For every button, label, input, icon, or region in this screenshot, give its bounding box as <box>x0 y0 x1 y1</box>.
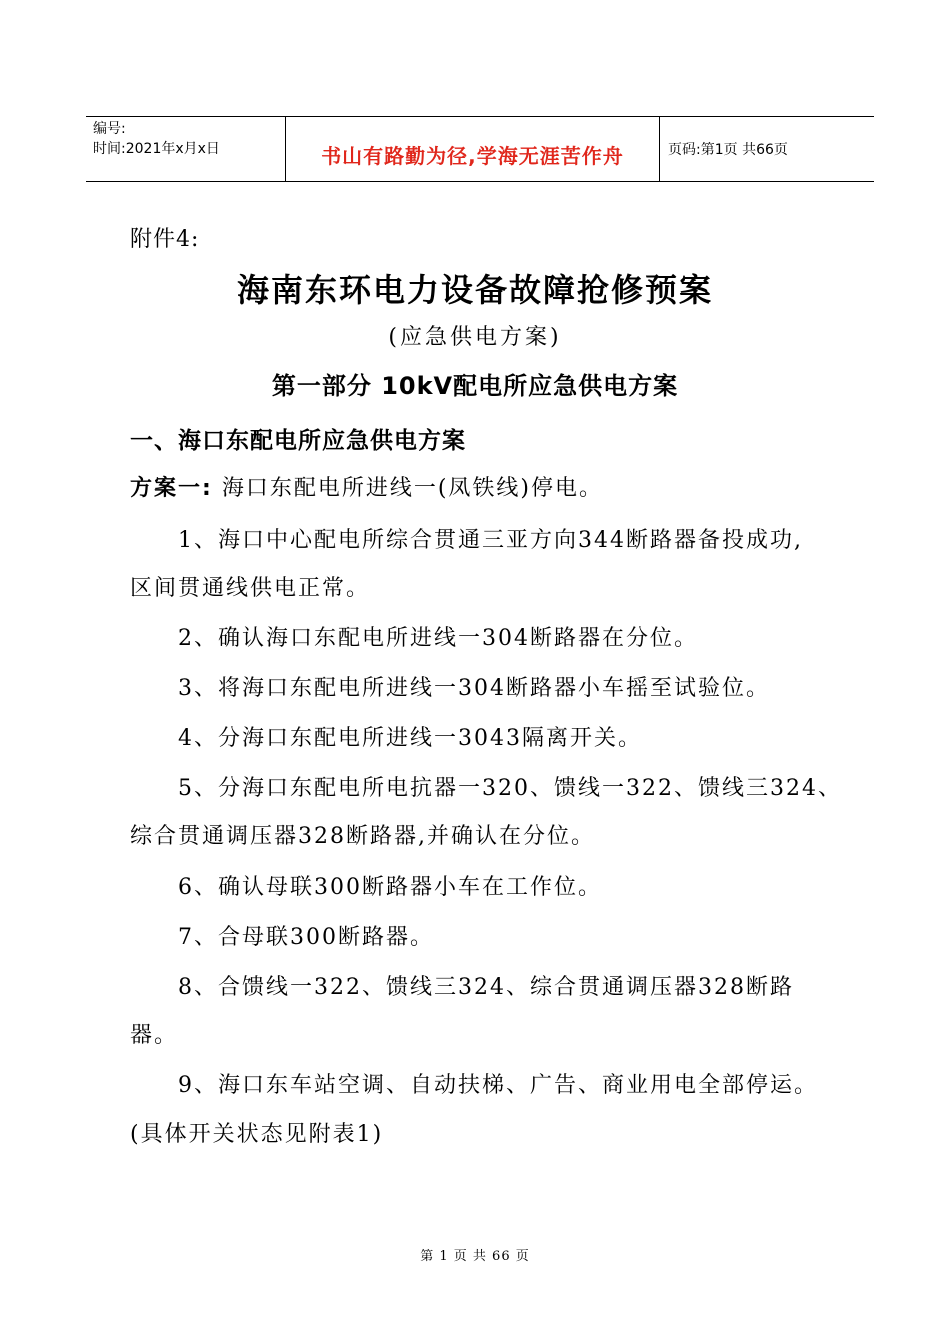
part-heading: 第一部分 10kV配电所应急供电方案 <box>271 372 679 400</box>
header-motto-cell <box>286 117 660 181</box>
section-heading: 一、海口东配电所应急供电方案 <box>130 428 466 454</box>
plan-text: 海口东配电所进线一(凤铁线)停电。 <box>221 476 603 501</box>
step-3: 3、将海口东配电所进线一304断路器小车摇至试验位。 <box>178 676 770 701</box>
step-1-line-2: 区间贯通线供电正常。 <box>130 576 371 601</box>
step-5-line-1: 5、分海口东配电所电抗器一320、馈线一322、馈线三324、 <box>178 776 842 801</box>
plan-line <box>130 471 603 502</box>
step-6: 6、确认母联300断路器小车在工作位。 <box>178 875 602 900</box>
time-label: 时间:2021年x月x日 <box>93 141 220 157</box>
header-page-cell <box>660 117 874 181</box>
number-label: 编号: <box>93 121 126 137</box>
step-8-line-2: 器。 <box>130 1023 179 1048</box>
header-table <box>86 116 874 182</box>
step-8-line-1: 8、合馈线一322、馈线三324、综合贯通调压器328断路 <box>178 975 794 1000</box>
step-9-line-1: 9、海口东车站空调、自动扶梯、广告、商业用电全部停运。 <box>178 1073 818 1098</box>
attachment-label: 附件4: <box>130 227 200 252</box>
step-1-line-1: 1、海口中心配电所综合贯通三亚方向344断路器备投成功, <box>178 528 803 553</box>
step-7: 7、合母联300断路器。 <box>178 925 434 950</box>
page-footer: 第 1 页 共 66 页 <box>420 1249 530 1264</box>
header-meta-cell <box>86 117 286 181</box>
step-2: 2、确认海口东配电所进线一304断路器在分位。 <box>178 626 698 651</box>
step-9-line-2: (具体开关状态见附表1) <box>130 1122 384 1147</box>
document-title: 海南东环电力设备故障抢修预案 <box>236 271 713 309</box>
plan-label: 方案一: <box>130 476 213 501</box>
document-subtitle: (应急供电方案) <box>388 325 562 350</box>
page-info: 页码:第1页 共66页 <box>668 142 788 158</box>
motto-text: 书山有路勤为径,学海无涯苦作舟 <box>321 143 624 168</box>
step-5-line-2: 综合贯通调压器328断路器,并确认在分位。 <box>130 824 595 849</box>
step-4: 4、分海口东配电所进线一3043隔离开关。 <box>178 726 642 751</box>
